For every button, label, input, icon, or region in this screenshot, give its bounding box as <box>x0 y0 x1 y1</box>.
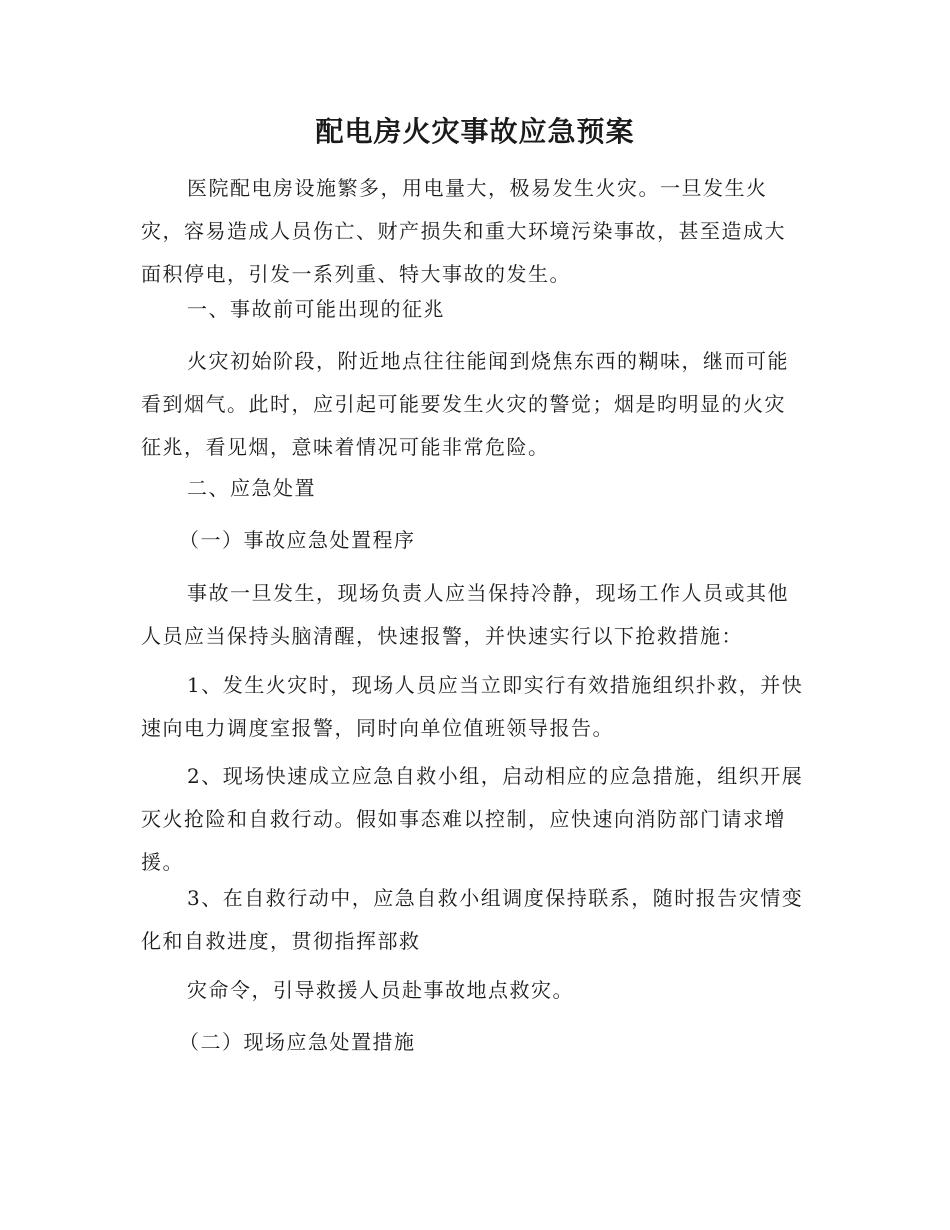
document-title: 配电房火灾事故应急预案 <box>315 115 635 148</box>
paragraph-procedure: 事故一旦发生，现场负责人应当保持冷静，现场工作人员或其他人员应当保持头脑清醒，快速报警，并快速实行以下抢救措施： <box>141 581 789 648</box>
paragraph-intro: 医院配电房设施繁多，用电量大，极易发生火灾。一旦发生火灾，容易造成人员伤亡、财产损失和重大环境污染事故，甚至造成大面积停电，引发一系列重、特大事故的发生。 <box>141 176 786 286</box>
paragraph-signs: 火灾初始阶段，附近地点往往能闻到烧焦东西的糊味，继而可能看到烟气。此时，应引起可能要发生火灾的警觉；烟是昀明显的火灾征兆，看见烟，意味着情况可能非常危险。 <box>141 349 789 459</box>
section-heading-2: 二、应急处置 <box>187 476 316 500</box>
list-item-3: 3、在自救行动中，应急自救小组调度保持联系，随时报告灾情变化和自救进度，贯彻指挥部救 <box>141 886 804 953</box>
subsection-heading-2: （二）现场应急处置措施 <box>179 1030 416 1054</box>
section-heading-1: 一、事故前可能出现的征兆 <box>187 297 445 321</box>
list-item-1: 1、发生火灾时，现场人员应当立即实行有效措施组织扑救，并快速向电力调度室报警，同时向单位值班领导报告。 <box>141 673 804 740</box>
subsection-heading-1: （一）事故应急处置程序 <box>179 528 416 552</box>
paragraph-continuation: 灾命令，引导救援人员赴事故地点救灾。 <box>187 978 574 1002</box>
list-item-2: 2、现场快速成立应急自救小组，启动相应的应急措施，组织开展灭火抢险和自救行动。假如事态难以控制，应快速向消防部门请求增援。 <box>141 764 804 874</box>
